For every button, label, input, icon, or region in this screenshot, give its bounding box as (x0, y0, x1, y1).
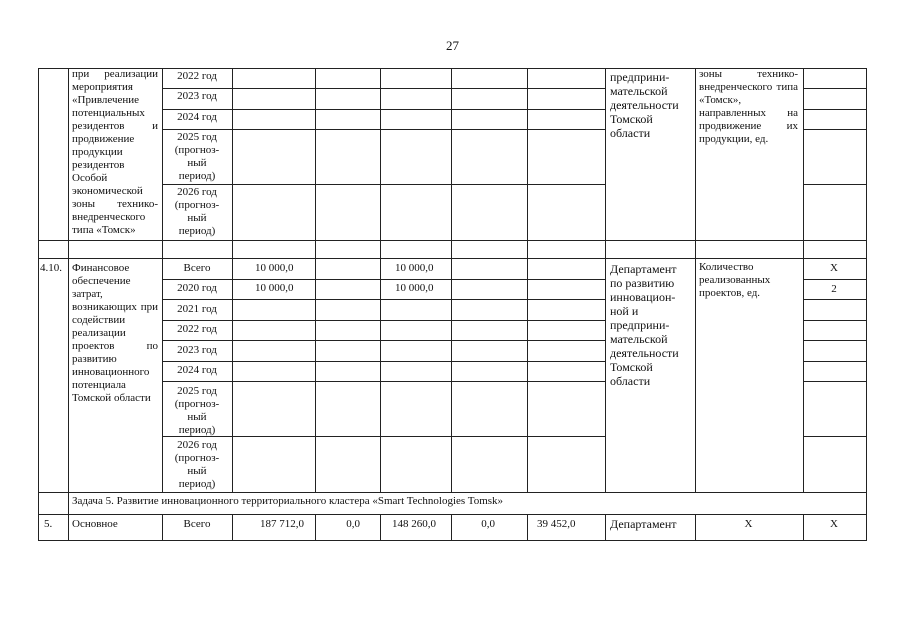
table-rule-vertical (803, 68, 804, 240)
indicator-cell: зоны технико-внедренческого типа «Томск», направленных на продвижение их продукции, ед. (699, 68, 798, 145)
regional-amount: 10 000,0 (395, 282, 434, 294)
measure-description: Финансовое обеспечение затрат, возникающих при содействии реализации проектов по развитию инновационного потенциала Томской области (72, 262, 158, 404)
table-rule-vertical (605, 68, 606, 240)
year-cell: 2022 год (177, 70, 217, 82)
indicator-value: Х (830, 518, 838, 530)
table-rule-horizontal (803, 109, 867, 110)
table-rule-vertical (451, 514, 452, 540)
local-amount: 0,0 (481, 518, 495, 530)
table-rule-horizontal (803, 129, 867, 130)
table-rule-vertical (695, 68, 696, 240)
year-cell: Всего (183, 262, 211, 274)
table-rule-vertical (803, 240, 804, 258)
year-cell: Всего (183, 518, 211, 530)
table-rule-vertical (866, 258, 867, 492)
executor-cell: Департамент по развитию инновацион- ной и предприни- мательской деятельности Томской области (610, 262, 679, 388)
table-rule-horizontal (162, 88, 606, 89)
table-rule-horizontal (162, 129, 606, 130)
table-rule-horizontal (162, 279, 606, 280)
indicator-cell: Количество реализованных проектов, ед. (699, 261, 771, 299)
table-rule-horizontal (803, 299, 867, 300)
table-rule-vertical (162, 514, 163, 540)
table-rule-vertical (162, 240, 163, 258)
federal-amount: 0,0 (346, 518, 360, 530)
table-rule-vertical (605, 258, 606, 492)
executor-cell: предприни- мательской деятельности Томской области (610, 70, 679, 140)
row-number: 4.10. (40, 262, 62, 274)
table-rule-vertical (232, 258, 233, 492)
table-rule-vertical (451, 240, 452, 258)
indicator-value: Х (830, 262, 838, 274)
year-cell: 2022 год (177, 323, 217, 335)
table-rule-horizontal (162, 320, 606, 321)
table-rule-vertical (527, 68, 528, 240)
table-rule-vertical (380, 258, 381, 492)
table-rule-vertical (38, 492, 39, 514)
table-rule-horizontal (38, 492, 867, 493)
table-rule-vertical (380, 514, 381, 540)
executor-cell: Департамент (610, 518, 677, 531)
table-rule-vertical (315, 240, 316, 258)
table-rule-horizontal (803, 340, 867, 341)
table-rule-vertical (866, 492, 867, 514)
table-rule-vertical (232, 514, 233, 540)
year-cell: 2023 год (177, 90, 217, 102)
year-cell: 2025 год (прогноз- ный период) (174, 131, 220, 182)
table-rule-vertical (695, 258, 696, 492)
regional-amount: 10 000,0 (395, 262, 434, 274)
table-rule-vertical (38, 68, 39, 240)
table-rule-horizontal (803, 361, 867, 362)
table-rule-vertical (527, 258, 528, 492)
year-cell: 2026 год (прогноз- ный период) (174, 439, 220, 490)
table-rule-horizontal (803, 320, 867, 321)
table-rule-vertical (451, 68, 452, 240)
page-number: 27 (446, 38, 459, 53)
year-cell: 2023 год (177, 344, 217, 356)
table-rule-vertical (866, 68, 867, 240)
indicator-cell: Х (744, 518, 753, 530)
table-rule-vertical (695, 240, 696, 258)
table-rule-vertical (695, 514, 696, 540)
table-rule-horizontal (162, 381, 606, 382)
table-rule-vertical (68, 240, 69, 258)
table-rule-vertical (68, 258, 69, 492)
table-rule-vertical (380, 68, 381, 240)
table-rule-vertical (605, 514, 606, 540)
total-amount: 10 000,0 (255, 262, 294, 274)
table-rule-vertical (38, 240, 39, 258)
table-rule-horizontal (38, 540, 867, 541)
table-rule-vertical (451, 258, 452, 492)
year-cell: 2020 год (177, 282, 217, 294)
total-amount: 187 712,0 (260, 518, 304, 530)
table-rule-vertical (315, 258, 316, 492)
table-rule-horizontal (803, 184, 867, 185)
year-cell: 2024 год (177, 111, 217, 123)
year-cell: 2025 год (прогноз- ный период) (174, 385, 220, 436)
table-rule-vertical (527, 240, 528, 258)
table-rule-vertical (68, 514, 69, 540)
task-header: Задача 5. Развитие инновационного территориального кластера «Smart Technologies Tomsk» (72, 495, 504, 507)
regional-amount: 148 260,0 (392, 518, 436, 530)
table-rule-horizontal (803, 88, 867, 89)
table-rule-horizontal (803, 381, 867, 382)
year-cell: 2024 год (177, 364, 217, 376)
table-rule-vertical (527, 514, 528, 540)
table-rule-vertical (866, 240, 867, 258)
table-rule-horizontal (162, 361, 606, 362)
year-cell: 2026 год (прогноз- ный период) (174, 186, 220, 237)
table-rule-vertical (38, 514, 39, 540)
table-rule-vertical (162, 68, 163, 240)
table-rule-horizontal (162, 299, 606, 300)
table-rule-horizontal (162, 184, 606, 185)
measure-description: при реализации мероприятия «Привлечение потенциальных резидентов и продвижение продукции резидентов Особой экономической зоны технико-внедренческого типа «Томск» (72, 68, 158, 236)
table-rule-vertical (866, 514, 867, 540)
other-amount: 39 452,0 (537, 518, 576, 530)
table-rule-horizontal (803, 279, 867, 280)
table-rule-vertical (380, 240, 381, 258)
table-rule-vertical (68, 68, 69, 240)
table-rule-vertical (605, 240, 606, 258)
row-number: 5. (44, 518, 53, 530)
table-rule-vertical (68, 492, 69, 514)
table-rule-horizontal (803, 436, 867, 437)
table-rule-vertical (162, 258, 163, 492)
table-rule-horizontal (162, 340, 606, 341)
total-amount: 10 000,0 (255, 282, 294, 294)
table-rule-horizontal (162, 109, 606, 110)
table-rule-vertical (232, 68, 233, 240)
year-cell: 2021 год (177, 303, 217, 315)
indicator-value: 2 (831, 283, 837, 295)
measure-description: Основное (72, 518, 118, 530)
table-rule-vertical (232, 240, 233, 258)
table-rule-vertical (315, 68, 316, 240)
table-rule-vertical (38, 258, 39, 492)
